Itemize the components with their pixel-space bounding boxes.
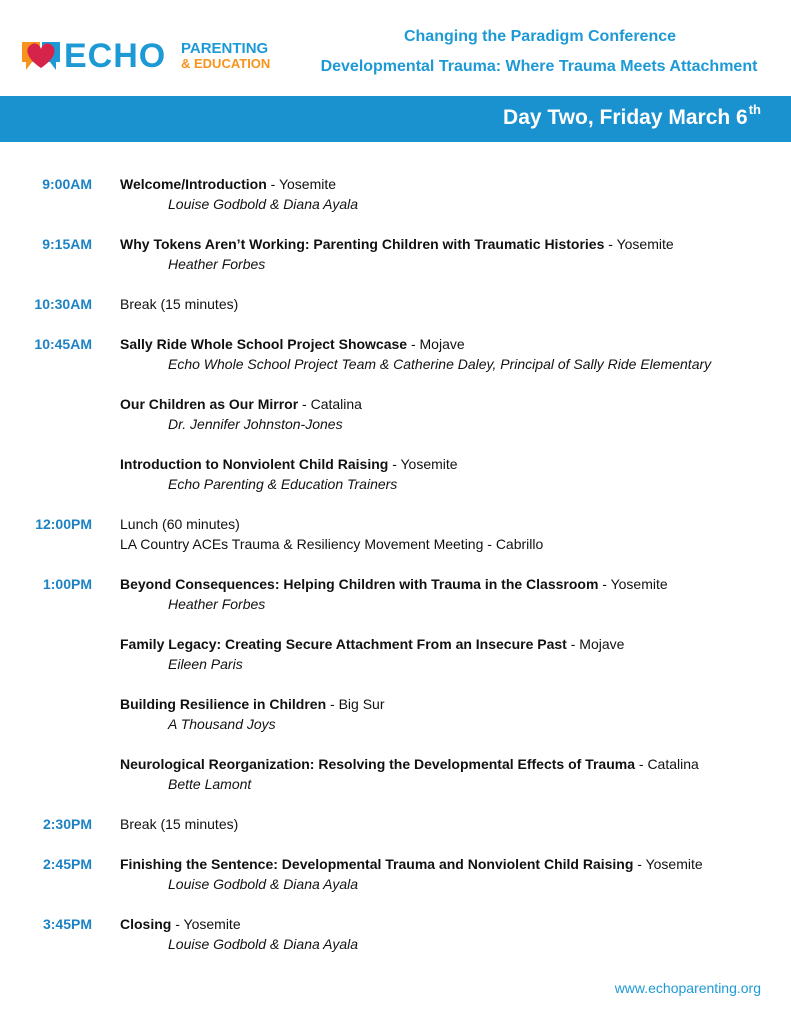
- session-speakers: Dr. Jennifer Johnston-Jones: [168, 416, 343, 432]
- slot-time: 10:30AM: [34, 296, 92, 312]
- footer-url[interactable]: www.echoparenting.org: [614, 980, 761, 996]
- session: [120, 454, 791, 494]
- slot-note: Lunch (60 minutes): [120, 516, 240, 532]
- session-speakers: Louise Godbold & Diana Ayala: [168, 196, 359, 212]
- session-title: Closing: [120, 916, 172, 932]
- session-title-line: [120, 394, 791, 414]
- session-location: - Catalina: [298, 396, 362, 412]
- session-title-line: [120, 334, 791, 354]
- session-title: Sally Ride Whole School Project Showcase: [120, 336, 408, 352]
- session-title: Family Legacy: Creating Secure Attachment From an Insecure Past: [120, 636, 567, 652]
- page-header: [0, 0, 791, 96]
- slot-time: 12:00PM: [35, 516, 92, 532]
- session-speakers: Echo Parenting & Education Trainers: [168, 476, 398, 492]
- slot-entries: [120, 294, 791, 314]
- slot-time: 3:45PM: [42, 916, 92, 932]
- session: [120, 174, 791, 214]
- slot-entries: [120, 514, 791, 554]
- heart-speech-icon: [18, 38, 64, 78]
- session-title: Neurological Reorganization: Resolving the Developmental Effects of Trauma: [120, 756, 635, 772]
- session-location: - Yosemite: [604, 236, 674, 252]
- session-title: Finishing the Sentence: Developmental Trauma and Nonviolent Child Raising: [120, 856, 634, 872]
- slot-entries: [120, 334, 791, 494]
- session: [120, 634, 791, 674]
- session-location: - Big Sur: [326, 696, 385, 712]
- slot-time: 10:45AM: [34, 336, 92, 352]
- session-title-line: [120, 174, 791, 194]
- session-location: - Catalina: [635, 756, 699, 772]
- conference-title: Changing the Paradigm Conference: [403, 28, 677, 45]
- session-speakers: A Thousand Joys: [168, 716, 276, 732]
- schedule-slot: [0, 234, 791, 274]
- day-title: [503, 102, 761, 130]
- session-speakers: Louise Godbold & Diana Ayala: [168, 876, 359, 892]
- session: [120, 854, 791, 894]
- session-speakers: Echo Whole School Project Team & Catherine Daley, Principal of Sally Ride Elementary: [168, 356, 712, 372]
- day-banner: [0, 96, 791, 142]
- schedule-slot: [0, 814, 791, 834]
- slot-entries: [120, 234, 791, 274]
- schedule-slot: [0, 514, 791, 554]
- session-location: - Yosemite: [598, 576, 668, 592]
- slot-note: Break (15 minutes): [120, 816, 239, 832]
- day-ordinal: th: [748, 102, 761, 117]
- session: [120, 334, 791, 374]
- slot-time: 9:00AM: [42, 176, 92, 192]
- session: [120, 754, 791, 794]
- schedule-list: [0, 174, 791, 954]
- session-location: - Yosemite: [266, 176, 337, 192]
- session-title: Beyond Consequences: Helping Children with Trauma in the Classroom: [120, 576, 599, 592]
- session-title-line: [120, 914, 791, 934]
- slot-note: Break (15 minutes): [120, 296, 239, 312]
- session-location: - Yosemite: [388, 456, 458, 472]
- session-title: Building Resilience in Children: [120, 696, 327, 712]
- session-location: - Mojave: [566, 636, 625, 652]
- schedule-slot: [0, 294, 791, 314]
- session-title-line: [120, 454, 791, 474]
- session-title: Our Children as Our Mirror: [120, 396, 299, 412]
- session-title-line: [120, 854, 791, 874]
- slot-entries: [120, 914, 791, 954]
- session-title-line: [120, 694, 791, 714]
- session-speakers: Bette Lamont: [168, 776, 252, 792]
- session-speakers: Louise Godbold & Diana Ayala: [168, 936, 359, 952]
- session-title: Why Tokens Aren’t Working: Parenting Children with Traumatic Histories: [120, 236, 605, 252]
- schedule-slot: [0, 914, 791, 954]
- schedule-slot: [0, 174, 791, 214]
- slot-time: 2:45PM: [42, 856, 92, 872]
- logo-parenting-text: PARENTING: [181, 40, 269, 57]
- slot-time: 9:15AM: [42, 236, 92, 252]
- session-title: Introduction to Nonviolent Child Raising: [120, 456, 389, 472]
- session-title-line: [120, 634, 791, 654]
- session: [120, 234, 791, 274]
- slot-entries: [120, 814, 791, 834]
- session-speakers: Heather Forbes: [168, 596, 266, 612]
- session-title-line: [120, 234, 791, 254]
- slot-entries: [120, 854, 791, 894]
- day-label: Day Two, Friday March 6: [503, 106, 748, 129]
- session-location: - Yosemite: [633, 856, 703, 872]
- slot-entries: [120, 574, 791, 794]
- logo-echo-text: ECHO: [64, 37, 167, 75]
- session-title-line: [120, 574, 791, 594]
- slot-time: 2:30PM: [42, 816, 92, 832]
- slot-entries: [120, 174, 791, 214]
- schedule-slot: [0, 334, 791, 494]
- logo-education-text: & EDUCATION: [181, 56, 271, 71]
- schedule-slot: [0, 854, 791, 894]
- conference-subtitle: Developmental Trauma: Where Trauma Meets Attachment: [320, 58, 758, 75]
- slot-note: LA Country ACEs Trauma & Resiliency Movement Meeting - Cabrillo: [120, 536, 544, 552]
- session-location: - Mojave: [407, 336, 465, 352]
- session: [120, 574, 791, 614]
- session-title-line: [120, 754, 791, 774]
- schedule-slot: [0, 574, 791, 794]
- session-location: - Yosemite: [171, 916, 241, 932]
- session: [120, 394, 791, 434]
- session: [120, 914, 791, 954]
- session-speakers: Heather Forbes: [168, 256, 266, 272]
- session-speakers: Eileen Paris: [168, 656, 243, 672]
- slot-time: 1:00PM: [42, 576, 92, 592]
- session: [120, 694, 791, 734]
- session-title: Welcome/Introduction: [120, 176, 267, 192]
